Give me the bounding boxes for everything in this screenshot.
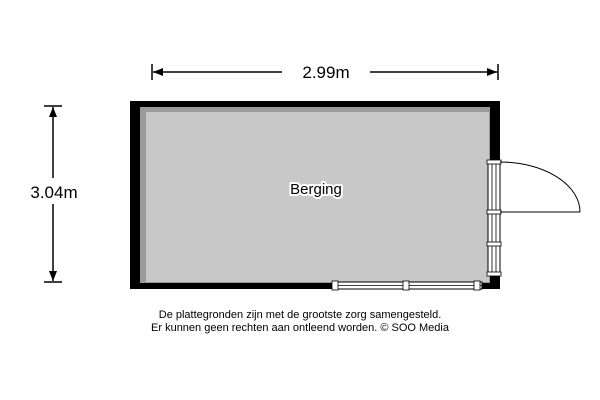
height-dimension [30, 106, 77, 282]
width-dimension [152, 63, 498, 82]
door-swing [500, 162, 580, 212]
disclaimer-line-1: De plattegronden zijn met de grootste zorg samengesteld. [158, 309, 442, 321]
disclaimer-line-2: Er kunnen geen rechten aan ontleend worden. © SOO Media [151, 322, 449, 334]
room-label: Berging [290, 181, 342, 198]
bottom-window [332, 281, 482, 290]
room-berging [130, 101, 580, 290]
height-label: 3.04m [30, 183, 78, 202]
right-window [487, 160, 501, 276]
width-label: 2.99m [302, 63, 350, 82]
